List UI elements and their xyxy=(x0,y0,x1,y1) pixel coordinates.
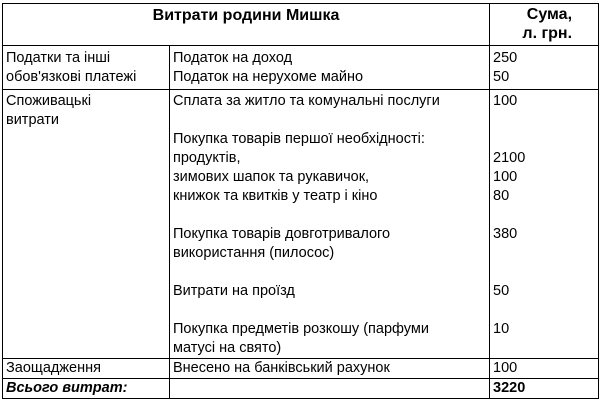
essentials-item: продуктів, xyxy=(173,150,241,166)
essentials-amount: 2100 xyxy=(493,150,526,166)
housing-item: Сплата за житло та комунальні послуги xyxy=(173,93,440,109)
consumer-category xyxy=(3,90,170,359)
tax-item: Податок на доход xyxy=(173,50,293,66)
total-row xyxy=(3,379,599,399)
taxes-row xyxy=(3,46,599,90)
consumer-category-line2: витрати xyxy=(6,112,59,128)
durable-amount: 380 xyxy=(493,226,518,242)
travel-item: Витрати на проїзд xyxy=(173,283,295,299)
savings-amount: 100 xyxy=(490,359,599,379)
savings-category: Заощадження xyxy=(3,359,170,379)
durable-item-line2: використання (пилосос) xyxy=(173,245,335,261)
total-label: Всього витрат: xyxy=(3,379,170,399)
essentials-item: зимових шапок та рукавичок, xyxy=(173,169,370,185)
essentials-heading: Покупка товарів першої необхідності: xyxy=(173,131,425,147)
taxes-category: Податки та інші обов'язкові платежі xyxy=(3,46,170,90)
savings-item: Внесено на банківський рахунок xyxy=(170,359,490,379)
tax-amount: 50 xyxy=(493,69,510,85)
sum-header-line2: л. грн. xyxy=(522,25,573,42)
consumer-category-line1: Споживацькі xyxy=(6,93,92,109)
table-title: Витрати родини Мишка xyxy=(3,4,490,46)
durable-item-line1: Покупка товарів довготривалого xyxy=(173,226,391,242)
tax-amount: 250 xyxy=(493,50,518,66)
header-row xyxy=(3,4,599,46)
consumer-row xyxy=(3,90,599,359)
luxury-amount: 10 xyxy=(493,321,510,337)
savings-row xyxy=(3,359,599,379)
consumer-items xyxy=(170,90,490,359)
total-empty-cell xyxy=(170,379,490,399)
essentials-item: книжок та квитків у театр і кіно xyxy=(173,188,378,204)
taxes-items xyxy=(170,46,490,90)
luxury-item-line2: матусі на свято) xyxy=(173,340,282,356)
total-amount: 3220 xyxy=(490,379,599,399)
consumer-amounts xyxy=(490,90,599,359)
essentials-amount: 100 xyxy=(493,169,518,185)
tax-item: Податок на нерухоме майно xyxy=(173,69,364,85)
luxury-item-line1: Покупка предметів розкошу (парфуми xyxy=(173,321,429,337)
taxes-amounts xyxy=(490,46,599,90)
housing-amount: 100 xyxy=(493,93,518,109)
essentials-amount: 80 xyxy=(493,188,510,204)
expenses-table xyxy=(2,3,599,399)
travel-amount: 50 xyxy=(493,283,510,299)
sum-column-header xyxy=(490,4,599,46)
sum-header-line1: Сума, xyxy=(526,6,573,23)
